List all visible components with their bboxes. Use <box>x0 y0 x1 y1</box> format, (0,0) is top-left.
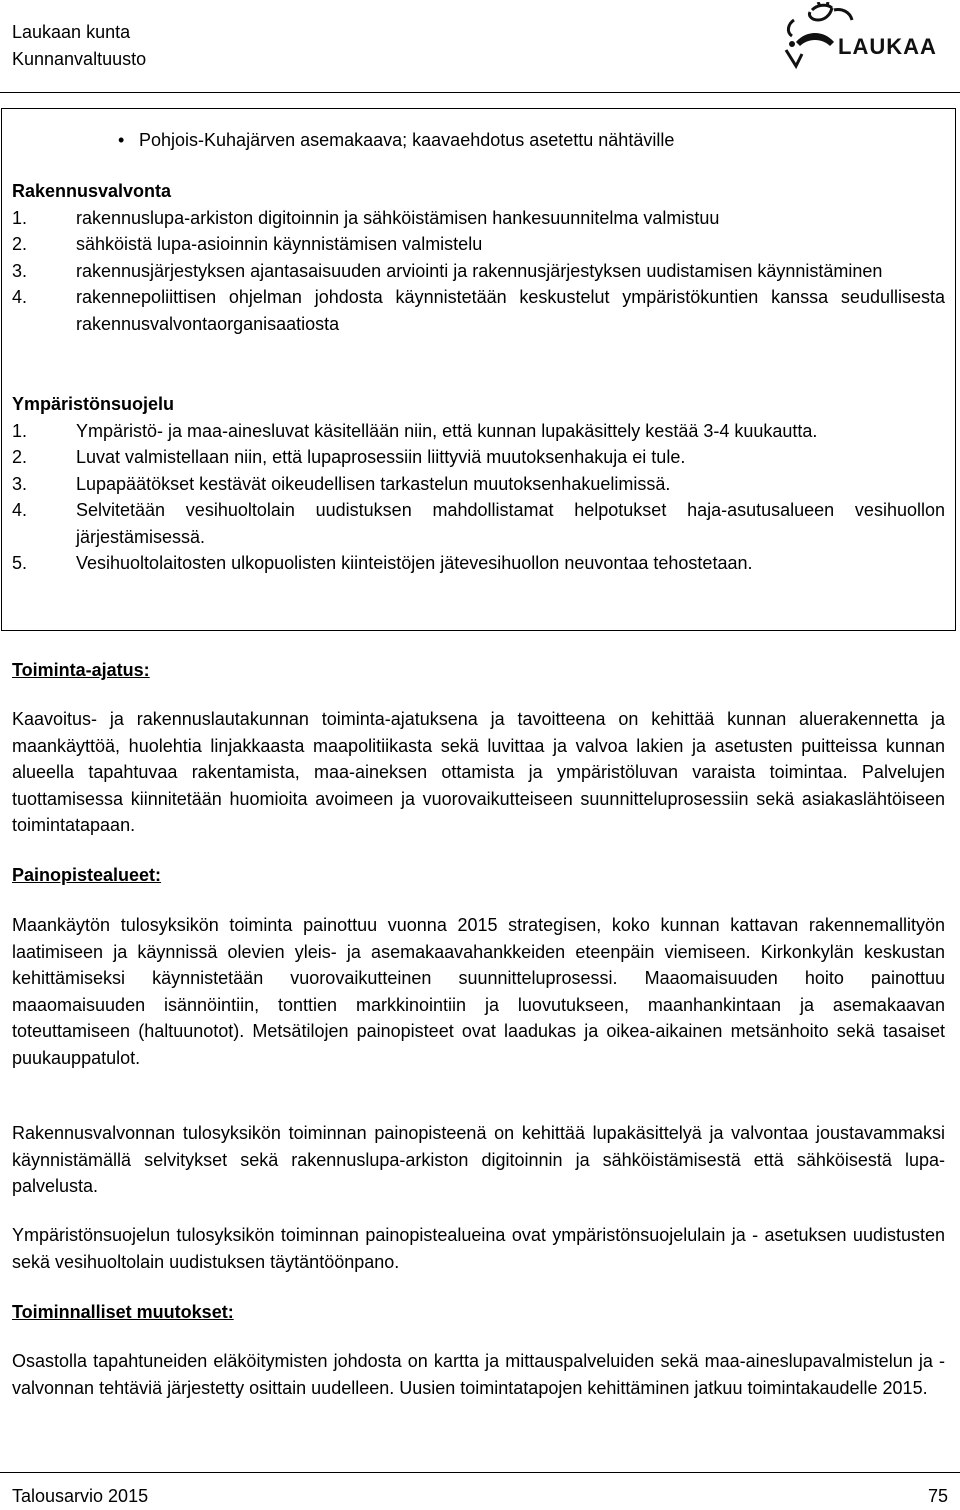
list-item-text: Lupapäätökset kestävät oikeudellisen tarkastelun muutoksenhakuelimissä. <box>76 473 671 494</box>
list-item <box>12 550 945 577</box>
muutokset-section <box>12 1299 945 1326</box>
list-item <box>12 497 945 550</box>
list-item <box>12 471 945 498</box>
list-item <box>12 284 945 337</box>
deer-logo-icon <box>772 2 944 72</box>
list-item-text: Luvat valmistellaan niin, että lupaprosessiin liittyviä muutoksenhakuja ei tule. <box>76 447 686 467</box>
list-item-text: Selvitetään vesihuoltolain uudistuksen mahdollistamat helpotukset haja-asutusalueen vesihuollon järjestämisessä. <box>76 500 945 547</box>
painopiste-paragraph-2: Rakennusvalvonnan tulosyksikön toiminnan painopisteenä on kehittää lupakäsittelyä ja valvontaa joustavammaksi käynnistämällä selvitykset sekä rakennuslupa-arkiston digitoinnin ja sähköistämisestä että sähköisestä lupa-palvelusta. <box>12 1123 945 1196</box>
list-item-text: rakennuslupa-arkiston digitoinnin ja sähköistämisen hankesuunnitelma valmistuu <box>76 207 720 228</box>
painopistealueet-section <box>12 862 945 889</box>
council-name: Kunnanvaltuusto <box>12 49 147 69</box>
section-heading: Painopistealueet: <box>12 865 162 885</box>
section-heading: Toiminta-ajatus: <box>12 660 150 680</box>
toiminta-ajatus-text: Kaavoitus- ja rakennuslautakunnan toiminta-ajatuksena ja tavoitteena on kehittää kunnan aluerakennetta ja maankäyttöä, huolehtia linjakkaasta maapolitiikasta sekä luvittaa ja valvoa lakien ja asetusten puitteissa kunnan alueella tapahtuvaa rakentamista, maa-aineksen ottamista ja ympäristöluvan varaista toimintaa. Palvelujen tuottamisessa kiinnitetään huomioita avoimeen ja vuorovaikutteiseen suunnitteluprosessiin sekä asiakaslähtöiseen toimintatapaan. <box>12 709 945 835</box>
page-number: 75 <box>927 1486 948 1506</box>
list-number: 4. <box>12 287 28 307</box>
list-item-text: Vesihuoltolaitosten ulkopuolisten kiinteistöjen jätevesihuollon neuvontaa tehostetaan. <box>76 553 753 573</box>
municipality-name: Laukaan kunta <box>12 22 131 42</box>
ymparistonsuojelu-section <box>12 391 945 577</box>
laukaa-logo <box>772 2 944 72</box>
list-item <box>12 418 945 445</box>
bullet-text: Pohjois-Kuhajärven asemakaava; kaavaehdotus asetettu nähtäville <box>139 130 675 150</box>
list-item-text: rakennusjärjestyksen ajantasaisuuden arviointi ja rakennusjärjestyksen uudistamisen käynnistäminen <box>76 260 883 281</box>
list-item <box>12 258 945 285</box>
section-heading: Ympäristönsuojelu <box>12 394 175 414</box>
painopiste-paragraph-1: Maankäytön tulosyksikön toiminta painottuu vuonna 2015 strategisen, koko kunnan kattavan rakennemallityön laatimiseen ja käynnissä olevien yleis- ja asemakaavahankkeiden eteenpäin viemiseen. Kirkonkylän keskustan kehittämiseksi käynnistetään vuorovaikutteinen suunnitteluprosessi. Maaomaisuuden hoito painottuu maaomaisuuden isännöintiin, tonttien markkinointiin ja luovutukseen, maanhankintaan ja asemakaavan toteuttamiseen (haltuunotot). Metsätilojen painopisteet ovat laadukas ja oikea-aikainen metsänhoito sekä tasaiset puukauppatulot. <box>12 915 945 1068</box>
section-heading: Rakennusvalvonta <box>12 181 172 201</box>
footer-title: Talousarvio 2015 <box>12 1486 149 1506</box>
rakennusvalvonta-section <box>12 178 945 337</box>
list-item <box>12 231 945 258</box>
logo-wordmark: LAUKAA <box>838 34 937 59</box>
list-item-text: rakennepoliittisen ohjelman johdosta käynnistetään keskustelut ympäristökuntien kanssa seudullisesta rakennusvalvontaorganisaatiosta <box>76 287 945 334</box>
toiminta-ajatus-section <box>12 657 945 684</box>
painopiste-paragraph-3: Ympäristönsuojelun tulosyksikön toiminnan painopistealueina ovat ympäristönsuojelulain ja - asetuksen uudistusten sekä vesihuoltolain uudistuksen täytäntöönpano. <box>12 1225 945 1272</box>
document-header <box>12 19 146 73</box>
list-item-text: sähköistä lupa-asioinnin käynnistämisen valmistelu <box>76 234 483 254</box>
list-item-text: Ympäristö- ja maa-ainesluvat käsitellään niin, että kunnan lupakäsittely kestää 3-4 kuukautta. <box>76 420 818 441</box>
list-number: 1. <box>12 420 28 441</box>
header-divider <box>0 92 960 93</box>
list-number: 2. <box>12 234 28 254</box>
list-number: 3. <box>12 260 28 281</box>
list-number: 5. <box>12 553 28 573</box>
list-number: 1. <box>12 207 28 228</box>
list-number: 3. <box>12 473 28 494</box>
footer-divider <box>0 1472 960 1473</box>
list-number: 4. <box>12 500 28 520</box>
list-number: 2. <box>12 447 28 467</box>
list-item <box>12 444 945 471</box>
section-heading: Toiminnalliset muutokset: <box>12 1302 234 1322</box>
list-item <box>12 205 945 232</box>
muutokset-text: Osastolla tapahtuneiden eläköitymisten johdosta on kartta ja mittauspalveluiden sekä maa-aineslupavalmistelun ja -valvonnan tehtäviä järjestetty osittain uudelleen. Uusien toimintatapojen kehittäminen jatkuu toimintakaudelle 2015. <box>12 1351 945 1398</box>
bullet-dot-icon: • <box>118 130 125 150</box>
